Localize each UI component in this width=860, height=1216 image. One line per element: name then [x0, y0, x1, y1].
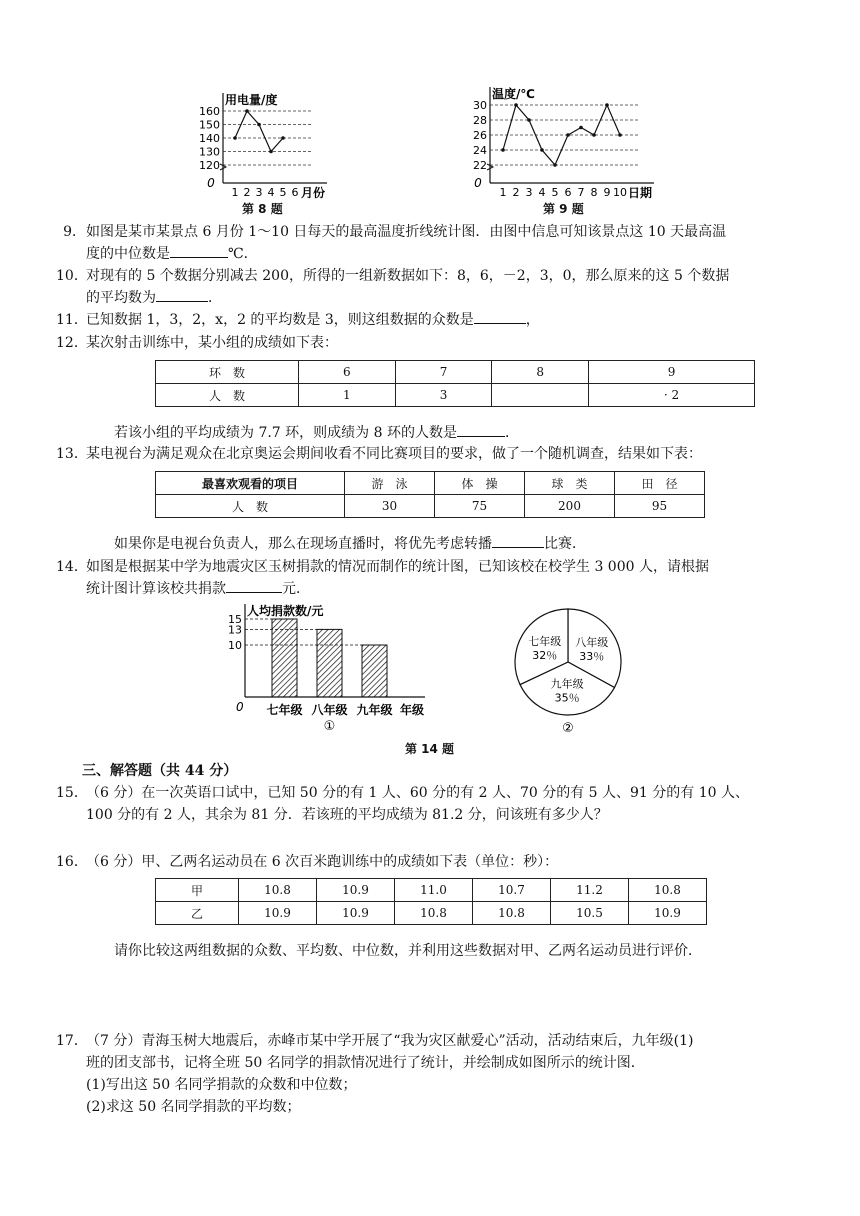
- q16-number: 16．: [56, 854, 88, 870]
- x-axis-label: 日期: [627, 186, 652, 200]
- x-tick-label: 八年级: [311, 703, 348, 717]
- data-point: [566, 133, 570, 137]
- q14-pie-chart: [508, 605, 633, 735]
- q15-number: 15．: [56, 785, 88, 801]
- x-tick-label: 8: [590, 186, 598, 199]
- question-17: [56, 1030, 786, 1118]
- table-cell: 8: [492, 361, 589, 384]
- q12-followup: [114, 422, 814, 444]
- data-point: [618, 133, 622, 137]
- data-point: [281, 136, 285, 140]
- table-row: [156, 495, 705, 518]
- q17-sub1: (1)写出这 50 名同学捐款的众数和中位数；: [86, 1077, 357, 1093]
- question-16: [56, 851, 786, 873]
- table-cell: 环 数: [156, 361, 299, 384]
- q11-answer-blank[interactable]: [474, 309, 526, 324]
- table-row: [156, 879, 707, 902]
- data-point: [501, 148, 505, 152]
- data-point: [579, 126, 583, 130]
- q16-text: （6 分）甲、乙两名运动员在 6 次百米跑训练中的成绩如下表（单位：秒）：: [86, 854, 559, 870]
- data-point: [527, 118, 531, 122]
- bar: [272, 619, 297, 697]
- table-cell: 10.8: [473, 902, 551, 925]
- q10-answer-blank[interactable]: [156, 287, 208, 302]
- q12-answer-blank[interactable]: [457, 422, 505, 437]
- q16-times-table: [155, 878, 707, 925]
- table-cell: · 2: [589, 384, 755, 407]
- origin-label: 0: [236, 700, 244, 714]
- table-cell: 7: [395, 361, 492, 384]
- data-point: [540, 148, 544, 152]
- q13-followup-end: 比赛．: [544, 536, 586, 552]
- x-axis-label: 年级: [400, 703, 425, 717]
- y-tick-label: 13: [228, 623, 242, 637]
- figure-marker: ①: [323, 719, 336, 734]
- q14-line2a: 统计图计算该校共捐款: [86, 581, 226, 597]
- q14-answer-blank[interactable]: [226, 578, 282, 593]
- q12-score-table: [155, 360, 755, 407]
- question-10: [56, 265, 786, 309]
- bar: [362, 645, 387, 697]
- y-tick-label: 30: [473, 99, 487, 112]
- q13-text: 某电视台为满足观众在北京奥运会期间收看不同比赛项目的要求，做了一个随机调查，结果如下表：: [86, 446, 702, 462]
- table-row: [156, 472, 705, 495]
- q9-line1: 如图是某市某景点 6 月份 1～10 日每天的最高温度折线统计图．由图中信息可知该景点这 10 天最高温: [86, 224, 727, 240]
- data-point: [257, 123, 261, 127]
- data-point: [553, 163, 557, 167]
- q10-number: 10．: [56, 268, 88, 284]
- x-tick-label: 7: [577, 186, 585, 199]
- q17-number: 17．: [56, 1033, 88, 1049]
- table-cell: 11.2: [551, 879, 629, 902]
- table-cell: 200: [525, 495, 615, 518]
- fig9-caption: 第 9 题: [543, 202, 584, 216]
- q10-line2a: 的平均数为: [86, 290, 156, 306]
- data-point: [269, 150, 273, 154]
- q9-line2a: 度的中位数是: [86, 246, 170, 262]
- x-tick-label: 4: [267, 186, 275, 199]
- q14-caption: 第 14 题: [405, 742, 455, 756]
- table-cell: 95: [615, 495, 705, 518]
- table-cell: 11.0: [395, 879, 473, 902]
- table-cell: 球 类: [525, 472, 615, 495]
- q9-line2b: ℃．: [228, 246, 258, 262]
- q17-line2: 班的团支部书，记将全班 50 名同学的捐款情况进行了统计，并绘制成如图所示的统计图．: [86, 1055, 645, 1071]
- q13-survey-table: [155, 471, 705, 518]
- table-row: [156, 361, 755, 384]
- q12-followup-text: 若该小组的平均成绩为 7.7 环，则成绩为 8 环的人数是: [114, 425, 457, 441]
- table-cell: 人 数: [156, 495, 345, 518]
- x-tick-label: 10: [613, 186, 627, 199]
- question-12: [56, 332, 786, 354]
- data-point: [592, 133, 596, 137]
- fig9-line-chart: [468, 83, 658, 200]
- y-tick-label: 150: [199, 118, 220, 132]
- q17-sub2: (2)求这 50 名同学捐款的平均数；: [86, 1099, 301, 1115]
- q14-line1: 如图是根据某中学为地震灾区玉树捐款的情况而制作的统计图，已知该校在校学生 3 000 人，请根据: [86, 559, 709, 575]
- q16-followup-text: 请你比较这两组数据的众数、平均数、中位数，并利用这些数据对甲、乙两名运动员进行评价．: [114, 943, 702, 959]
- origin-label: 0: [207, 176, 215, 190]
- pie-label-pct: 35％: [554, 691, 580, 705]
- x-tick-label: 3: [255, 186, 263, 199]
- x-tick-label: 6: [291, 186, 299, 199]
- y-tick-label: 22: [473, 159, 487, 172]
- data-point: [514, 103, 518, 107]
- y-axis-label: 温度/℃: [492, 87, 535, 101]
- q13-answer-blank[interactable]: [492, 533, 544, 548]
- table-cell: 3: [395, 384, 492, 407]
- table-cell: 10.8: [239, 879, 317, 902]
- y-tick-label: 130: [199, 145, 220, 159]
- x-tick-label: 1: [231, 186, 239, 199]
- y-tick-label: 24: [473, 144, 487, 157]
- x-tick-label: 9: [603, 186, 611, 199]
- y-tick-label: 160: [199, 105, 220, 118]
- q17-line1: （7 分）青海玉树大地震后，赤峰市某中学开展了“我为灾区献爱心”活动，活动结束后，九年级(1): [86, 1033, 694, 1049]
- question-14: [56, 556, 786, 600]
- y-tick-label: 120: [199, 159, 220, 172]
- data-point: [233, 136, 237, 140]
- table-row: [156, 384, 755, 407]
- pie-label-name: 八年级: [575, 635, 609, 649]
- table-cell: 10.8: [629, 879, 707, 902]
- fig8-line-chart: [195, 85, 335, 200]
- q12-number: 12．: [56, 335, 88, 351]
- pie-label-name: 九年级: [550, 677, 584, 691]
- pie-label-pct: 32％: [532, 649, 558, 663]
- x-tick-label: 1: [499, 186, 507, 199]
- table-cell: 最喜欢观看的项目: [156, 472, 345, 495]
- q15-line2: 100 分的有 2 人，其余为 81 分．若该班的平均成绩为 81.2 分，问该班有多少人？: [86, 807, 608, 823]
- q9-number: 9．: [63, 224, 86, 240]
- table-cell: 10.9: [317, 902, 395, 925]
- q16-followup: [114, 940, 814, 962]
- q10-line1: 对现有的 5 个数据分别减去 200，所得的一组新数据如下：8，6，－2，3，0，那么原来的这 5 个数据: [86, 268, 730, 284]
- q14-bar-chart: [225, 602, 440, 737]
- table-cell: 体 操: [435, 472, 525, 495]
- q14-line2b: 元．: [282, 581, 310, 597]
- fig8-caption: 第 8 题: [242, 202, 283, 216]
- x-axis-label: 月份: [300, 186, 325, 200]
- q15-line1: （6 分）在一次英语口试中，已知 50 分的有 1 人、60 分的有 2 人、70 分的有 5 人、91 分的有 10 人、: [86, 785, 750, 801]
- table-row: [156, 902, 707, 925]
- x-tick-label: 2: [512, 186, 520, 199]
- q12-followup-end: ．: [504, 425, 519, 441]
- table-cell: 6: [299, 361, 396, 384]
- y-tick-label: 10: [228, 639, 242, 652]
- table-cell: 75: [435, 495, 525, 518]
- question-15: [56, 782, 786, 826]
- table-cell: 1: [299, 384, 396, 407]
- q13-followup: [114, 533, 814, 555]
- table-cell: 10.5: [551, 902, 629, 925]
- q11-number: 11．: [56, 312, 88, 328]
- data-point: [605, 103, 609, 107]
- bar: [317, 629, 342, 697]
- table-cell: 10.9: [239, 902, 317, 925]
- table-cell: 人 数: [156, 384, 299, 407]
- y-tick-label: 15: [228, 613, 242, 626]
- q11-text: 已知数据 1，3，2，x，2 的平均数是 3，则这组数据的众数是: [86, 312, 474, 328]
- table-cell[interactable]: [492, 384, 589, 407]
- y-tick-label: 28: [473, 114, 487, 127]
- q11-text-end: ，: [525, 312, 540, 328]
- y-axis-label: 用电量/度: [225, 93, 278, 107]
- q9-answer-blank[interactable]: [170, 243, 228, 258]
- table-cell: 10.8: [395, 902, 473, 925]
- x-tick-label: 4: [538, 186, 546, 199]
- series-line: [235, 111, 283, 152]
- x-tick-label: 5: [551, 186, 559, 199]
- x-tick-label: 九年级: [356, 703, 393, 717]
- pie-label-pct: 33％: [579, 649, 605, 663]
- table-cell: 10.9: [317, 879, 395, 902]
- section-3-heading: 三、解答题（共 44 分）: [82, 763, 238, 779]
- table-cell: 10.7: [473, 879, 551, 902]
- x-tick-label: 6: [564, 186, 572, 199]
- y-tick-label: 26: [473, 129, 487, 142]
- table-cell: 乙: [156, 902, 239, 925]
- y-axis-label: 人均捐款数/元: [247, 604, 324, 618]
- x-tick-label: 3: [525, 186, 533, 199]
- pie-label-name: 七年级: [528, 635, 562, 649]
- table-cell: 30: [345, 495, 435, 518]
- q10-line2b: ．: [208, 290, 222, 306]
- q14-number: 14．: [56, 559, 88, 575]
- q13-number: 13．: [56, 446, 88, 462]
- table-cell: 甲: [156, 879, 239, 902]
- table-cell: 田 径: [615, 472, 705, 495]
- figure-marker: ②: [562, 721, 574, 735]
- table-cell: 游 泳: [345, 472, 435, 495]
- x-tick-label: 2: [243, 186, 251, 199]
- x-tick-label: 5: [279, 186, 287, 199]
- origin-label: 0: [474, 176, 482, 190]
- q12-text: 某次射击训练中，某小组的成绩如下表：: [86, 335, 338, 351]
- data-point: [245, 109, 249, 113]
- question-13: [56, 443, 786, 465]
- question-9: [63, 221, 786, 265]
- x-tick-label: 七年级: [266, 703, 303, 717]
- table-cell: 9: [589, 361, 755, 384]
- question-11: [56, 309, 786, 331]
- table-cell: 10.9: [629, 902, 707, 925]
- y-tick-label: 140: [199, 132, 220, 145]
- q13-followup-text: 如果你是电视台负责人，那么在现场直播时，将优先考虑转播: [114, 536, 492, 552]
